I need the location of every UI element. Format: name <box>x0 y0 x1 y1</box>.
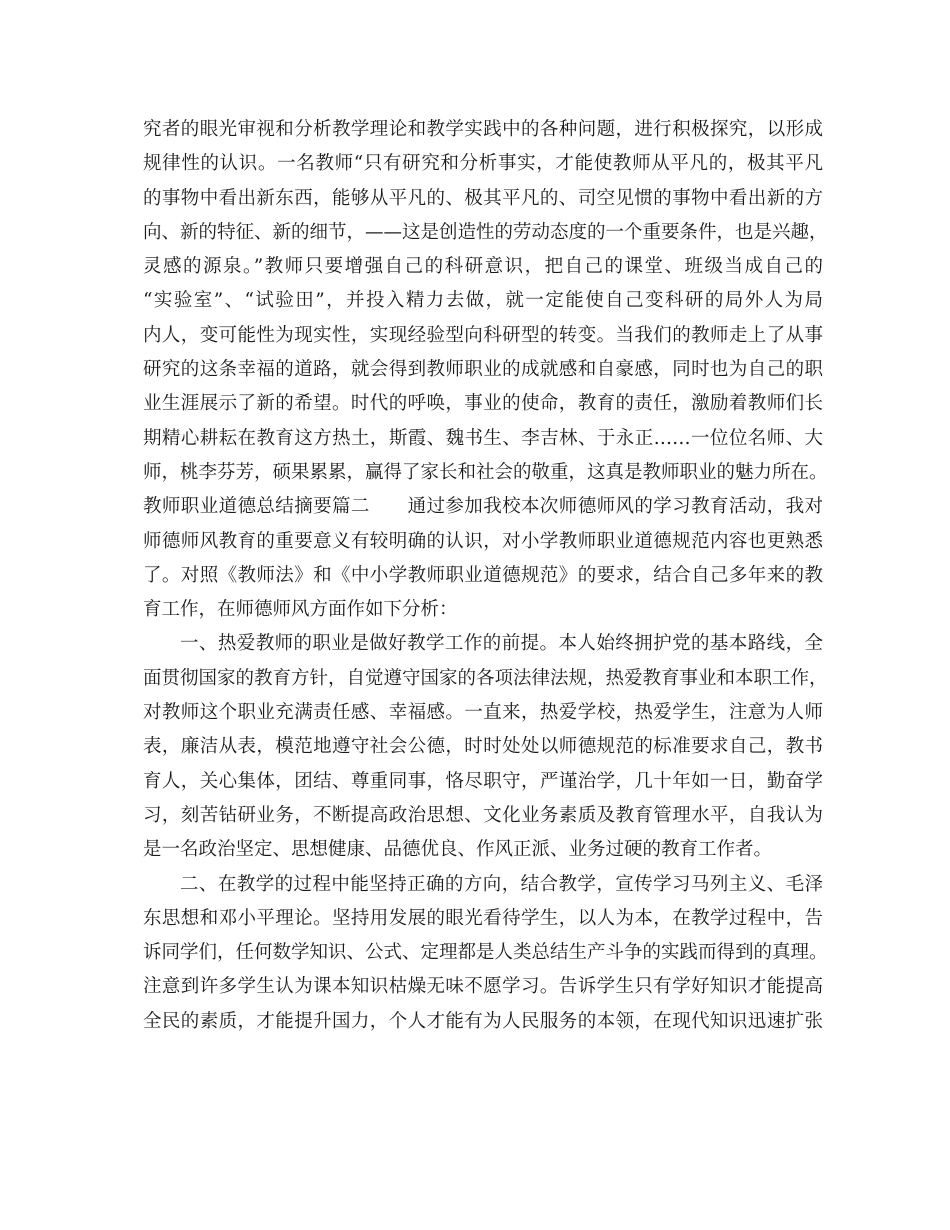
text-line: 内人，变可能性为现实性，实现经验型向科研型的转变。当我们的教师走上了从事 <box>143 324 823 346</box>
text-line: 规律性的认识。一名教师“只有研究和分析事实，才能使教师从平凡的，极其平凡 <box>143 153 823 175</box>
text-line: 对教师这个职业充满责任感、幸福感。一直来，热爱学校，热爱学生，注意为人师 <box>143 702 823 724</box>
text-line: 了。对照《教师法》和《中小学教师职业道德规范》的要求，结合自己多年来的教 <box>143 564 823 586</box>
text-line: “实验室”、“试验田”，并投入精力去做，就一定能使自己变科研的局外人为局 <box>143 290 823 312</box>
text-line: 诉同学们，任何数学知识、公式、定理都是人类总结生产斗争的实践而得到的真理。 <box>143 942 828 964</box>
text-line: 注意到许多学生认为课本知识枯燥无味不愿学习。告诉学生只有学好知识才能提高 <box>143 976 823 998</box>
text-line: 表，廉洁从表，模范地遵守社会公德，时时处处以师德规范的标准要求自己，教书 <box>143 736 823 758</box>
paragraph-start-line: 一、热爱教师的职业是做好教学工作的前提。本人始终拥护党的基本路线，全 <box>180 633 823 655</box>
text-line: 育工作，在师德师风方面作如下分析： <box>143 599 458 621</box>
text-line: 的事物中看出新东西，能够从平凡的、极其平凡的、司空见惯的事物中看出新的方 <box>143 187 823 209</box>
paragraph-start-line: 二、在教学的过程中能坚持正确的方向，结合教学，宣传学习马列主义、毛泽 <box>180 873 823 895</box>
text-line: 习，刻苦钻研业务，不断提高政治思想、文化业务素质及教育管理水平，自我认为 <box>143 804 823 826</box>
text-line: 究者的眼光审视和分析教学理论和教学实践中的各种问题，进行积极探究，以形成 <box>143 119 823 140</box>
text-line: 东思想和邓小平理论。坚持用发展的眼光看待学生，以人为本，在教学过程中，告 <box>143 907 823 929</box>
text-line: 向、新的特征、新的细节，——这是创造性的劳动态度的一个重要条件，也是兴趣， <box>143 221 828 243</box>
text-line: 业生涯展示了新的希望。时代的呼唤，事业的使命，教育的责任，激励着教师们长 <box>143 393 823 415</box>
text-line: 研究的这条幸福的道路，就会得到教师职业的成就感和自豪感，同时也为自己的职 <box>143 359 823 381</box>
text-line: 全民的素质，才能提升国力，个人才能有为人民服务的本领，在现代知识迅速扩张 <box>143 1010 823 1032</box>
text-line: 灵感的源泉。”教师只要增强自己的科研意识，把自己的课堂、班级当成自己的 <box>143 256 823 278</box>
text-line: 面贯彻国家的教育方针，自觉遵守国家的各项法律法规，热爱教育事业和本职工作， <box>143 667 828 689</box>
text-line: 期精心耕耘在教育这方热土，斯霞、魏书生、李吉林、于永正……一位位名师、大 <box>143 427 823 449</box>
text-line: 师，桃李芬芳，硕果累累，赢得了家长和社会的敬重，这真是教师职业的魅力所在。 <box>143 461 828 483</box>
text-line: 教师职业道德总结摘要篇二 通过参加我校本次师德师风的学习教育活动，我对 <box>143 496 823 518</box>
text-line: 师德师风教育的重要意义有较明确的认识，对小学教师职业道德规范内容也更熟悉 <box>143 530 823 552</box>
text-line: 是一名政治坚定、思想健康、品德优良、作风正派、业务过硬的教育工作者。 <box>143 839 773 861</box>
text-line: 育人，关心集体，团结、尊重同事，恪尽职守，严谨治学，几十年如一日，勤奋学 <box>143 770 823 792</box>
body-text <box>143 113 828 1039</box>
